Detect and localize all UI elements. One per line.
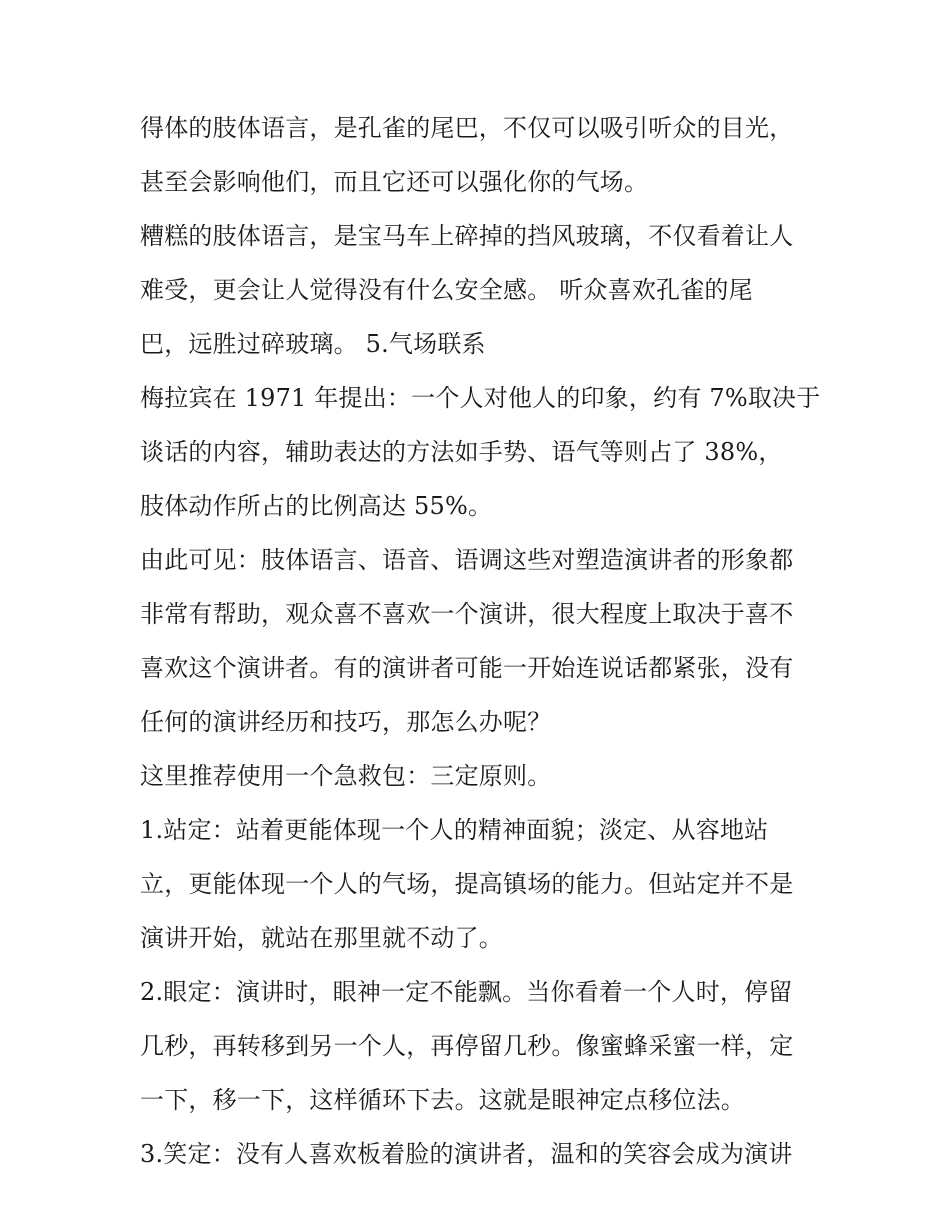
text-line: 喜欢这个演讲者。有的演讲者可能一开始连说话都紧张，没有 [140,654,794,682]
text-line: 3.笑定：没有人喜欢板着脸的演讲者，温和的笑容会成为演讲 [140,1140,793,1168]
text-line: 梅拉宾在 1971 年提出：一个人对他人的印象，约有 7%取决于 [140,384,821,412]
text-line: 1.站定：站着更能体现一个人的精神面貌；淡定、从容地站 [140,816,769,844]
text-line: 甚至会影响他们，而且它还可以强化你的气场。 [140,168,649,196]
text-line: 由此可见：肢体语言、语音、语调这些对塑造演讲者的形象都 [140,546,794,574]
text-line: 得体的肢体语言，是孔雀的尾巴，不仅可以吸引听众的目光， [140,114,794,142]
text-line: 巴，远胜过碎玻璃。 5.气场联系 [140,330,486,358]
text-line: 难受，更会让人觉得没有什么安全感。 听众喜欢孔雀的尾 [140,276,753,304]
text-line: 一下，移一下，这样循环下去。这就是眼神定点移位法。 [140,1086,745,1114]
text-line: 肢体动作所占的比例高达 55%。 [140,492,493,520]
text-line: 这里推荐使用一个急救包：三定原则。 [140,762,552,790]
text-line: 立，更能体现一个人的气场，提高镇场的能力。但站定并不是 [140,870,794,898]
text-line: 糟糕的肢体语言，是宝马车上碎掉的挡风玻璃，不仅看着让人 [140,222,794,250]
text-line: 演讲开始，就站在那里就不动了。 [140,924,503,952]
text-line: 任何的演讲经历和技巧，那怎么办呢？ [140,708,552,736]
text-line: 几秒，再转移到另一个人，再停留几秒。像蜜蜂采蜜一样，定 [140,1032,794,1060]
text-line: 2.眼定：演讲时，眼神一定不能飘。当你看着一个人时，停留 [140,978,793,1006]
text-line: 谈话的内容，辅助表达的方法如手势、语气等则占了 38%， [140,438,783,466]
body-text [140,101,830,1181]
text-line: 非常有帮助，观众喜不喜欢一个演讲，很大程度上取决于喜不 [140,600,794,628]
